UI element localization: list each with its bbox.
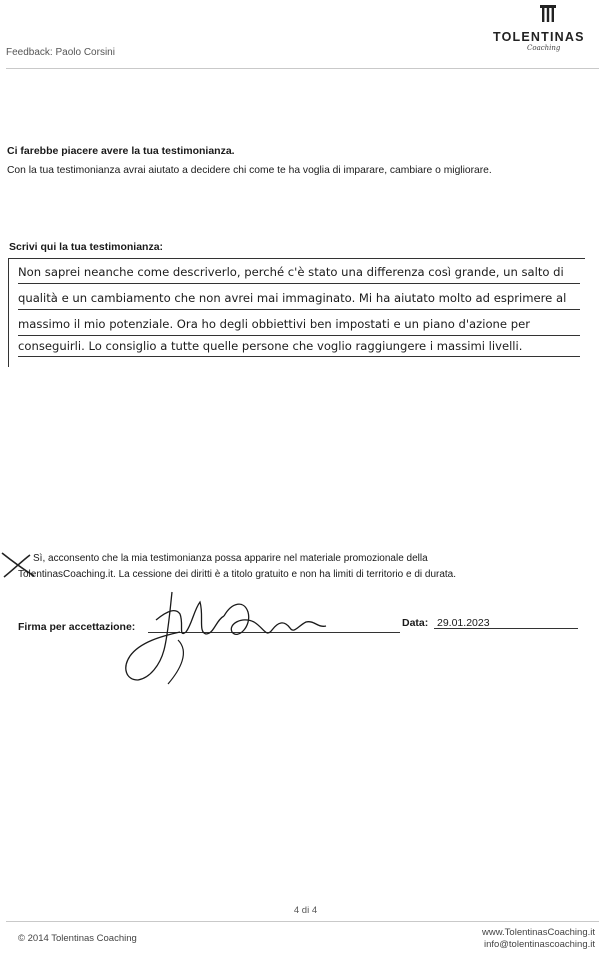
date-line: [434, 628, 578, 629]
writing-line: [18, 309, 580, 310]
header-divider: [6, 68, 599, 69]
logo-mark-icon: [539, 4, 557, 24]
page-number: 4 di 4: [293, 905, 318, 916]
testimonial-heading: Scrivi qui la tua testimonianza:: [9, 241, 164, 253]
logo-subtitle: Coaching: [527, 44, 561, 52]
section-title: Ci farebbe piacere avere la tua testimonianza.: [7, 145, 235, 157]
testimonial-line-3: massimo il mio potenziale. Ora ho degli obbiettivi ben impostati e un piano d'azione per: [18, 317, 530, 331]
handwritten-signature: [120, 580, 350, 690]
copyright: © 2014 Tolentinas Coaching: [18, 933, 137, 944]
testimonial-box: [8, 258, 585, 367]
writing-line: [18, 356, 580, 357]
testimonial-line-4: conseguirli. Lo consiglio a tutte quelle persone che voglio raggiungere i massimi livelli.: [18, 339, 523, 353]
section-intro: Con la tua testimonianza avrai aiutato a decidere chi come te ha voglia di imparare, cambiare o migliorare.: [7, 165, 492, 176]
feedback-header: Feedback: Paolo Corsini: [6, 47, 115, 58]
tolentinas-logo: [493, 4, 603, 62]
website: www.TolentinasCoaching.it: [481, 927, 595, 938]
signature-label: Firma per accettazione:: [18, 621, 136, 633]
consent-text-line-2: TolentinasCoaching.it. La cessione dei diritti è a titolo gratuito e non ha limiti di territorio e di durata.: [18, 569, 457, 580]
testimonial-line-2: qualità e un cambiamento che non avrei mai immaginato. Mi ha aiutato molto ad esprimere al: [18, 291, 567, 305]
consent-text-line-1: Sì, acconsento che la mia testimonianza possa apparire nel materiale promozionale della: [33, 553, 428, 564]
writing-line: [18, 335, 580, 336]
footer-divider: [6, 921, 599, 922]
date-label: Data:: [402, 617, 429, 629]
writing-line: [18, 283, 580, 284]
testimonial-line-1: Non saprei neanche come descriverlo, perché c'è stato una differenza così grande, un salto di: [18, 265, 564, 279]
date-value: 29.01.2023: [437, 617, 490, 629]
email: info@tolentinascoaching.it: [483, 939, 595, 950]
logo-name: TOLENTINAS: [493, 30, 585, 44]
